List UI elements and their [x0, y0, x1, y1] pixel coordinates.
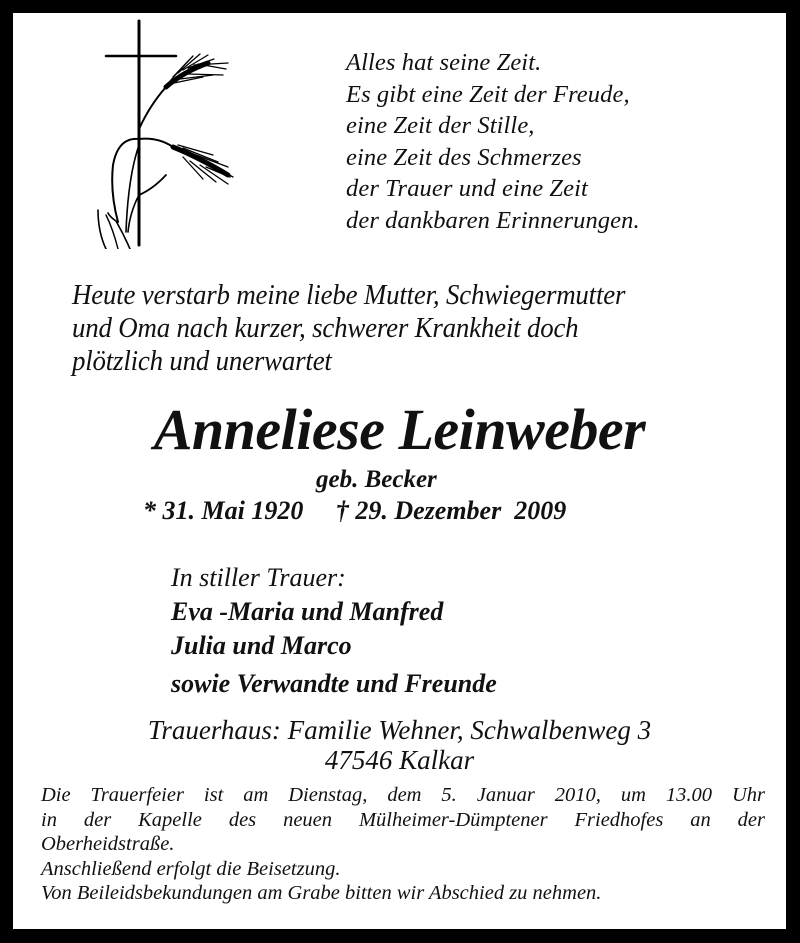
poem-verse: [346, 47, 640, 236]
obituary-notice: [13, 13, 786, 929]
announcement-text: [72, 279, 625, 378]
details-line: in der Kapelle des neuen Mülheimer-Dümptener Friedhofes an der: [41, 808, 765, 831]
cross-with-wheat-icon: [88, 17, 238, 249]
announcement-line: plötzlich und unerwartet: [72, 346, 332, 377]
mourner-name: Eva -Maria und Manfred: [171, 597, 444, 626]
mourner-name: sowie Verwandte und Freunde: [171, 669, 497, 698]
details-line: Oberheidstraße.: [41, 833, 175, 855]
mourner-name: Julia und Marco: [171, 631, 352, 660]
funeral-details: [41, 783, 765, 906]
deceased-name: Anneliese Leinweber: [153, 397, 646, 462]
details-line: Die Trauerfeier ist am Dienstag, dem 5. Januar 2010, um 13.00 Uhr: [41, 784, 765, 806]
poem-line: der dankbaren Erinnerungen.: [346, 206, 640, 234]
poem-line: eine Zeit der Stille,: [346, 112, 535, 139]
mourners-heading: In stiller Trauer:: [171, 563, 346, 592]
poem-line: der Trauer und eine Zeit: [346, 175, 588, 202]
poem-line: Alles hat seine Zeit.: [346, 49, 542, 76]
details-line: Von Beileidsbekundungen am Grabe bitten wir Abschied zu nehmen.: [41, 882, 602, 904]
poem-line: Es gibt eine Zeit der Freude,: [346, 80, 630, 108]
announcement-line: und Oma nach kurzer, schwerer Krankheit doch: [72, 313, 579, 344]
address-line: 47546 Kalkar: [324, 745, 475, 775]
mourners-block: [171, 561, 497, 701]
address-line: Trauerhaus: Familie Wehner, Schwalbenweg 3: [147, 715, 652, 745]
details-line: Anschließend erfolgt die Beisetzung.: [41, 857, 341, 880]
announcement-line: Heute verstarb meine liebe Mutter, Schwiegermutter: [72, 280, 626, 311]
poem-line: eine Zeit des Schmerzes: [346, 143, 582, 171]
life-dates: * 31. Mai 1920 † 29. Dezember 2009: [143, 496, 567, 525]
mourning-house-address: [13, 715, 786, 775]
birth-name: geb. Becker: [316, 466, 437, 493]
